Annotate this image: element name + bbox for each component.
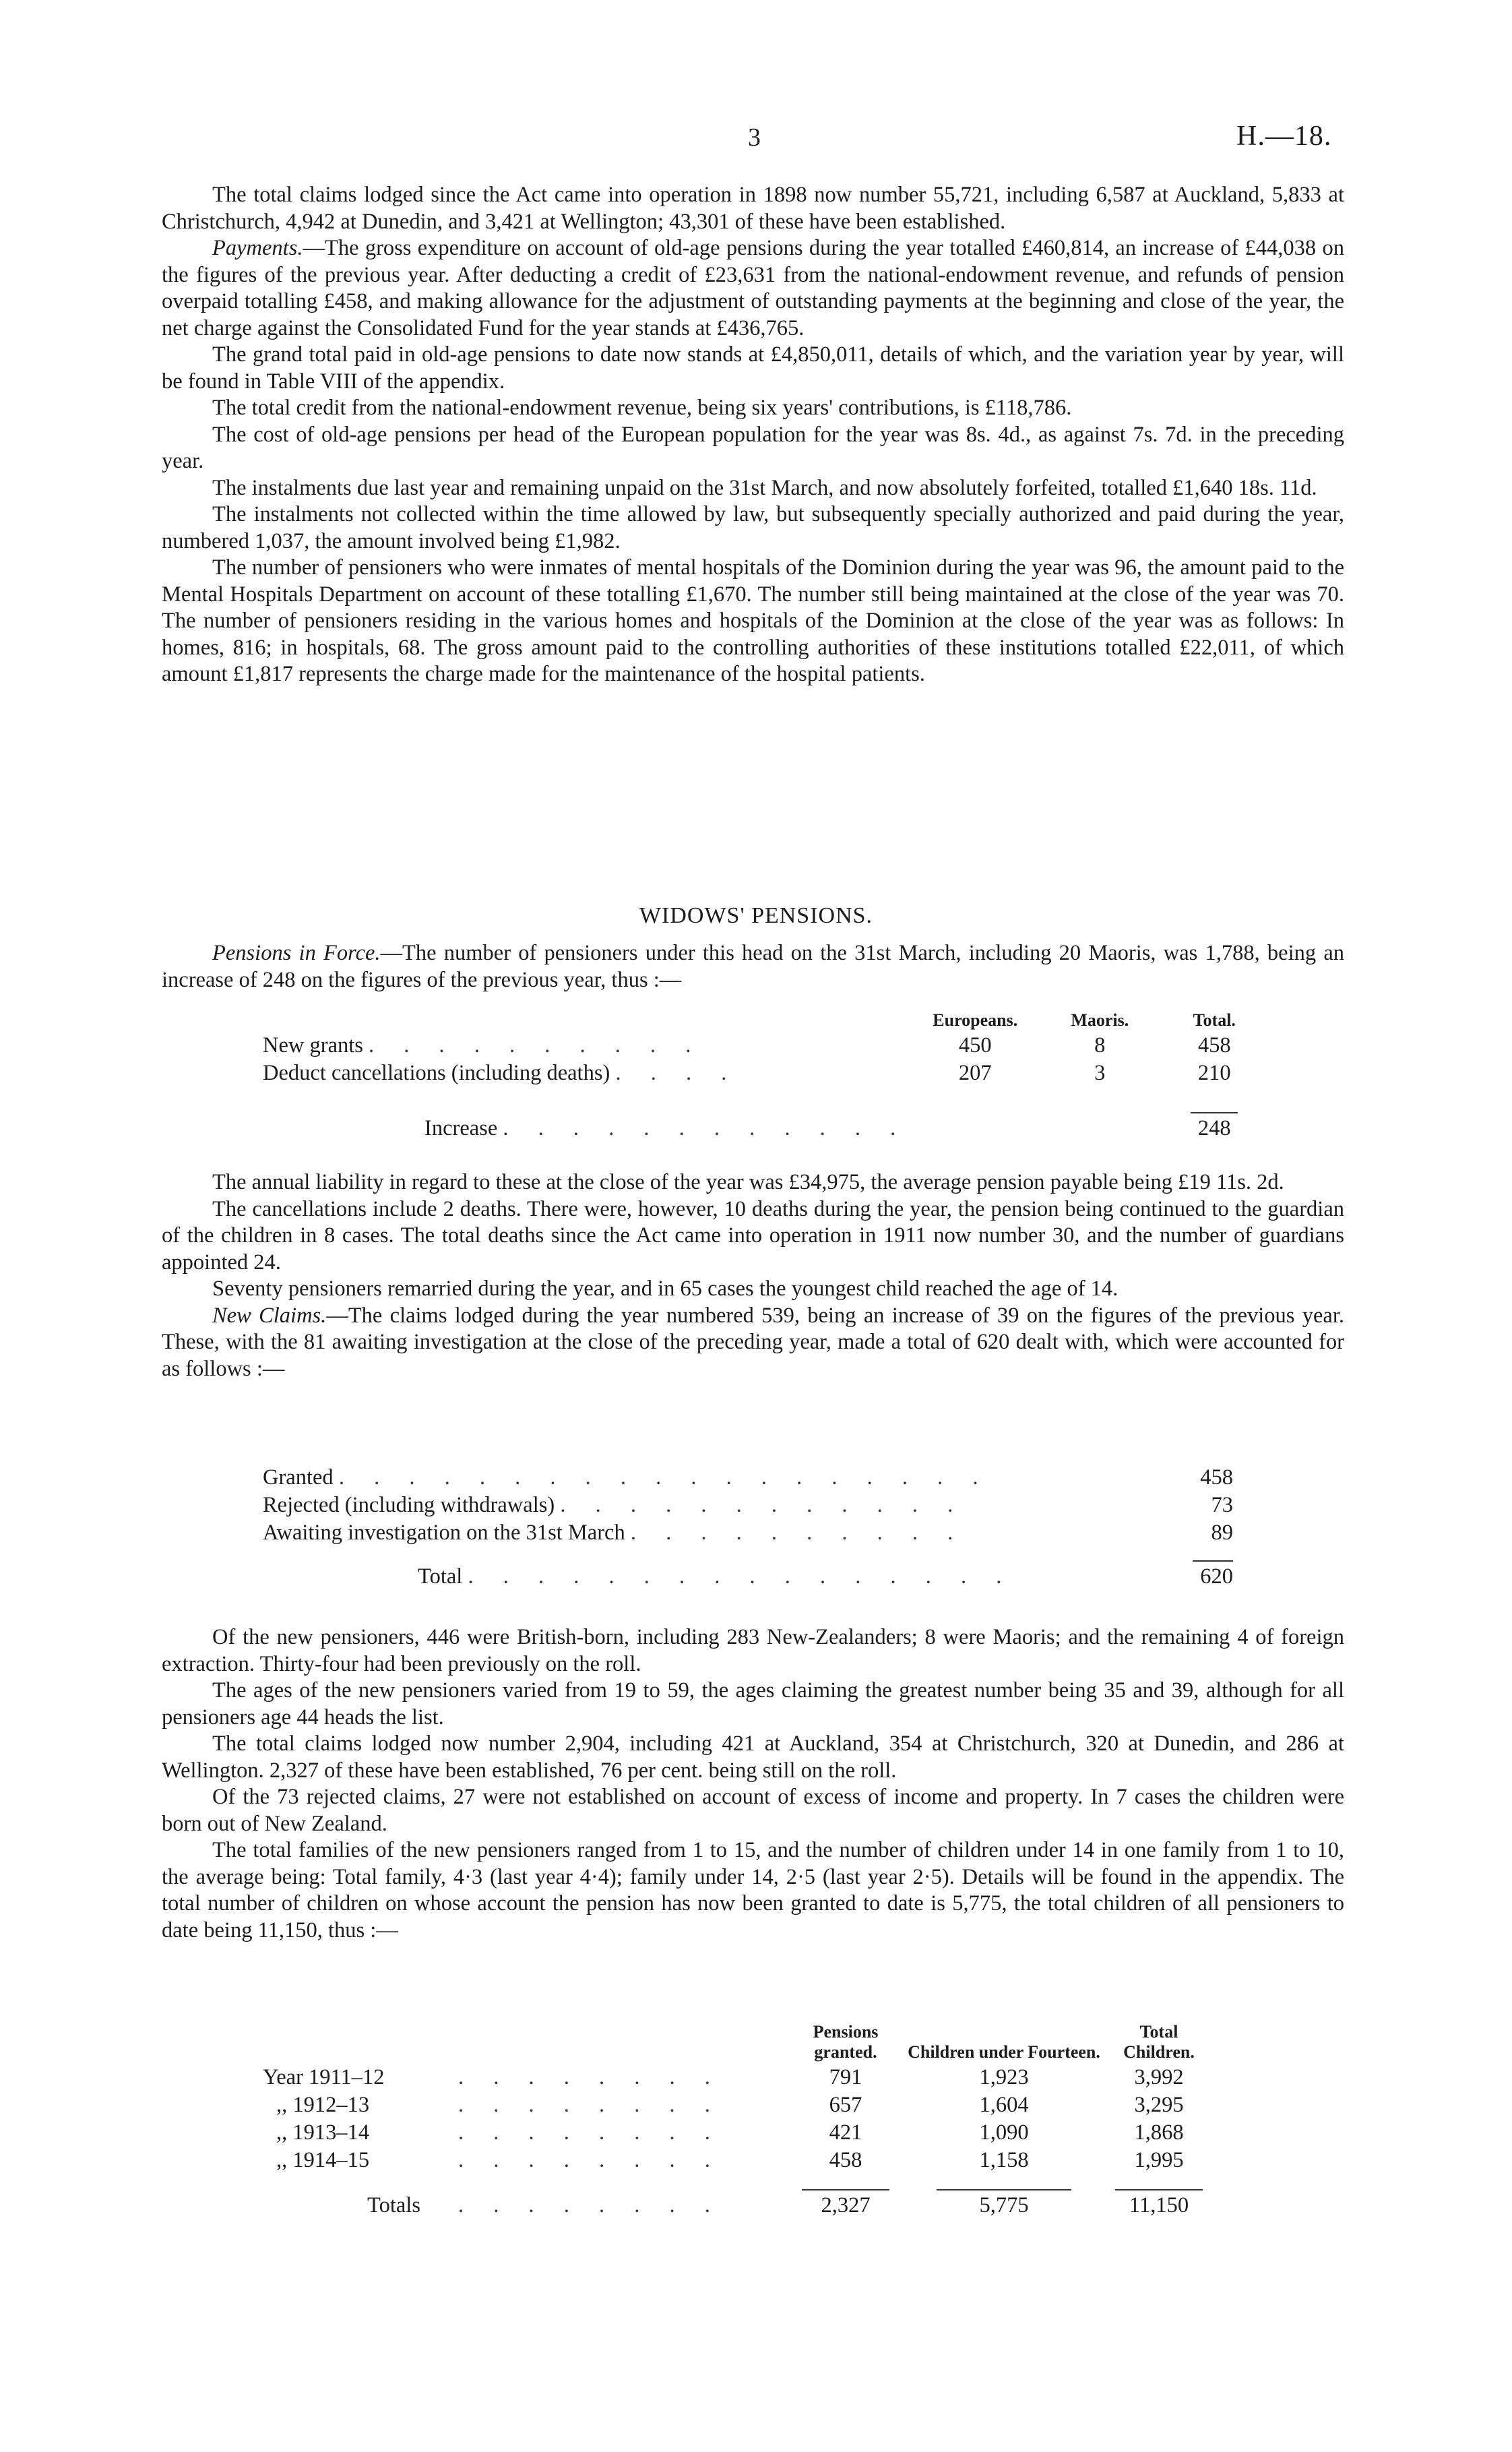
cell-total: 458	[1197, 1033, 1231, 1058]
cell-europeans: 207	[958, 1061, 992, 1085]
leader-dots: . . . . . . . .	[458, 2193, 722, 2217]
row-label: Rejected (including withdrawals)	[263, 1493, 555, 1517]
paragraph-origins: Of the new pensioners, 446 were British-born, including 283 New-Zealanders; 8 were Maoris; and the remaining 4 of foreign extraction. Thirty-four had been previously on the roll.	[162, 1625, 1344, 1676]
pensions-in-force-text: —The number of pensioners under this head on the 31st March, including 20 Maoris, was 1,788, being an increase of 248 on the figures of the previous year, thus :—	[162, 941, 1344, 992]
table-row	[263, 1490, 1233, 1518]
col-pensions-granted: Pensions granted.	[813, 2022, 879, 2062]
table-row	[263, 2062, 1213, 2090]
new-claims-text: —The claims lodged during the year numbered 539, being an increase of 39 on the figures of the previous year. These, with the 81 awaiting investigation at the close of the preceding year, made a total of 620 dealt with, which were accounted for as follows :—	[162, 1303, 1344, 1381]
widows-pensions-intro	[162, 940, 1344, 993]
row-label: ,, 1914–15	[276, 2148, 370, 2172]
table-row	[263, 1518, 1233, 1545]
cell-value: 620	[1200, 1564, 1233, 1589]
cell-total: 1,868	[1134, 2120, 1184, 2145]
new-claims-table	[263, 1463, 1233, 1589]
table-total-row	[263, 1562, 1233, 1589]
page-number: 3	[748, 123, 761, 152]
cell-maoris: 8	[1094, 1033, 1106, 1058]
leader-dots: . . . .	[615, 1061, 739, 1085]
table-total-row	[263, 2190, 1213, 2218]
paragraph-endowment-credit: The total credit from the national-endowment revenue, being six years' contributions, is £118,786.	[212, 396, 1072, 420]
leader-dots: . . . . . . . . . .	[369, 1033, 703, 1058]
leader-dots: . . . . . . . .	[458, 2120, 722, 2145]
cell-total: 248	[1197, 1116, 1231, 1140]
cell-pensions: 657	[829, 2093, 862, 2117]
paragraph-cancellations: The cancellations include 2 deaths. There were, however, 10 deaths during the year, the pension being continued to the guardian of the children in 8 cases. The total deaths since the Act came into operation in 1911 now number 30, and the number of guardians appointed 24.	[162, 1196, 1344, 1275]
paragraph-payments	[162, 235, 1344, 342]
cell-maoris: 3	[1094, 1061, 1106, 1085]
leader-dots: . . . . . . . .	[458, 2148, 722, 2172]
row-label: ,, 1913–14	[276, 2120, 370, 2145]
cell-pensions: 2,327	[821, 2193, 871, 2217]
table-row	[263, 1058, 1271, 1086]
cell-children: 1,158	[979, 2148, 1029, 2172]
cell-total: 210	[1197, 1061, 1231, 1085]
leader-dots: . . . . . . . .	[458, 2065, 722, 2089]
old-age-section	[162, 182, 1344, 688]
row-label: Year 1911–12	[263, 2065, 385, 2089]
row-label: Awaiting investigation on the 31st March	[263, 1521, 625, 1545]
cell-value: 458	[1200, 1465, 1233, 1490]
cell-pensions: 791	[829, 2065, 862, 2089]
table-row	[263, 1031, 1271, 1058]
paragraph-remarried: Seventy pensioners remarried during the year, and in 65 cases the youngest child reached the age of 14.	[212, 1277, 1119, 1301]
pensions-in-force-table	[263, 1003, 1271, 1141]
col-children-under-fourteen: Children under Fourteen.	[908, 2042, 1100, 2062]
paragraph-families: The total families of the new pensioners ranged from 1 to 15, and the number of children under 14 in one family from 1 to 10, the average being: Total family, 4·3 (last year 4·4); family under 14, 2·5 (last year 2·5). Details will be found in the appendix. The total number of children on whose account the pension has now been granted to date is 5,775, the total children of all pensioners to date being 11,150, thus :—	[162, 1838, 1344, 1942]
leader-dots: . . . . . . . . . . . .	[560, 1493, 966, 1517]
paragraph-pensions-in-force	[162, 940, 1344, 993]
widows-pensions-body	[162, 1169, 1344, 1382]
table-row	[263, 2145, 1213, 2173]
row-label: Total	[418, 1564, 463, 1589]
cell-total: 3,295	[1134, 2093, 1184, 2117]
leader-dots: . . . . . . . . . . . . . . . .	[468, 1564, 1014, 1589]
document-reference: H.—18.	[1236, 121, 1332, 152]
paragraph-total-claims: The total claims lodged since the Act came into operation in 1898 now number 55,721, including 6,587 at Auckland, 5,833 at Christchurch, 4,942 at Dunedin, and 3,421 at Wellington; 43,301 of these have been established.	[162, 183, 1344, 234]
widows-pensions-heading: WIDOWS' PENSIONS.	[639, 903, 873, 928]
row-label: Totals	[367, 2193, 420, 2217]
row-label: New grants	[263, 1033, 363, 1058]
pensions-in-force-heading: Pensions in Force.	[212, 941, 381, 965]
table-total-row	[263, 1113, 1271, 1141]
cell-total: 3,992	[1134, 2065, 1184, 2089]
cell-europeans: 450	[958, 1033, 992, 1058]
widows-pensions-details	[162, 1624, 1344, 1944]
cell-value: 73	[1211, 1493, 1233, 1517]
leader-dots: . . . . . . . . . . . . . . . . . . .	[338, 1465, 990, 1490]
cell-pensions: 421	[829, 2120, 862, 2145]
new-claims-heading: New Claims.	[212, 1303, 327, 1328]
row-label: Granted	[263, 1465, 334, 1490]
paragraph-cost-per-head: The cost of old-age pensions per head of the European population for the year was 8s. 4d., as against 7s. 7d. in the preceding year.	[162, 422, 1344, 473]
leader-dots: . . . . . . . . . .	[630, 1521, 966, 1545]
table-row	[263, 2090, 1213, 2118]
col-total-children: Total Children.	[1123, 2022, 1195, 2062]
table-row	[263, 1463, 1233, 1490]
cell-total: 1,995	[1134, 2148, 1184, 2172]
row-label: ,, 1912–13	[276, 2093, 370, 2117]
col-maoris: Maoris.	[1071, 1010, 1129, 1030]
paragraph-uncollected-instalments: The instalments not collected within the time allowed by law, but subsequently specially authorized and paid during the year, numbered 1,037, the amount involved being £1,982.	[162, 502, 1344, 553]
payments-text: —The gross expenditure on account of old-age pensions during the year totalled £460,814, an increase of £44,038 on the figures of the previous year. After deducting a credit of £23,631 from the national-endowment revenue, and refunds of pension overpaid totalling £458, and making allowance for the adjustment of outstanding payments at the beginning and close of the year, the net charge against the Consolidated Fund for the year stands at £436,765.	[162, 236, 1344, 340]
children-table	[263, 2022, 1213, 2218]
leader-dots: . . . . . . . .	[458, 2093, 722, 2117]
cell-total: 11,150	[1129, 2193, 1189, 2217]
row-label: Deduct cancellations (including deaths)	[263, 1061, 610, 1085]
col-total: Total.	[1193, 1010, 1236, 1030]
cell-pensions: 458	[829, 2148, 862, 2172]
col-europeans: Europeans.	[933, 1010, 1018, 1030]
paragraph-mental-hospitals: The number of pensioners who were inmates of mental hospitals of the Dominion during the year was 96, the amount paid to the Mental Hospitals Department on account of these totalling £1,670. The number still being maintained at the close of the year was 70. The number of pensioners residing in the various homes and hospitals of the Dominion at the close of the year was as follows: In homes, 816; in hospitals, 68. The gross amount paid to the controlling authorities of these institutions totalled £22,011, of which amount £1,817 represents the charge made for the maintenance of the hospital patients.	[162, 555, 1344, 686]
leader-dots: . . . . . . . . . . . .	[503, 1116, 908, 1140]
paragraph-forfeited-instalments: The instalments due last year and remaining unpaid on the 31st March, and now absolutely forfeited, totalled £1,640 18s. 11d.	[212, 475, 1317, 500]
paragraph-annual-liability: The annual liability in regard to these at the close of the year was £34,975, the average pension payable being £19 11s. 2d.	[212, 1170, 1284, 1194]
cell-value: 89	[1211, 1521, 1233, 1545]
paragraph-rejected-claims: Of the 73 rejected claims, 27 were not established on account of excess of income and property. In 7 cases the children were born out of New Zealand.	[162, 1785, 1344, 1836]
cell-children: 1,923	[979, 2065, 1029, 2089]
paragraph-total-claims-lodged: The total claims lodged now number 2,904, including 421 at Auckland, 354 at Christchurch, 320 at Dunedin, and 286 at Wellington. 2,327 of these have been established, 76 per cent. being still on the roll.	[162, 1731, 1344, 1783]
paragraph-ages: The ages of the new pensioners varied from 19 to 59, the ages claiming the greatest number being 35 and 39, although for all pensioners age 44 heads the list.	[162, 1678, 1344, 1729]
paragraph-new-claims	[162, 1303, 1344, 1383]
paragraph-grand-total: The grand total paid in old-age pensions to date now stands at £4,850,011, details of which, and the variation year by year, will be found in Table VIII of the appendix.	[162, 342, 1344, 394]
table-row	[263, 2118, 1213, 2145]
row-label: Increase	[424, 1116, 498, 1140]
cell-children: 1,604	[979, 2093, 1029, 2117]
cell-children: 5,775	[979, 2193, 1029, 2217]
cell-children: 1,090	[979, 2120, 1029, 2145]
payments-heading: Payments.	[212, 236, 303, 260]
